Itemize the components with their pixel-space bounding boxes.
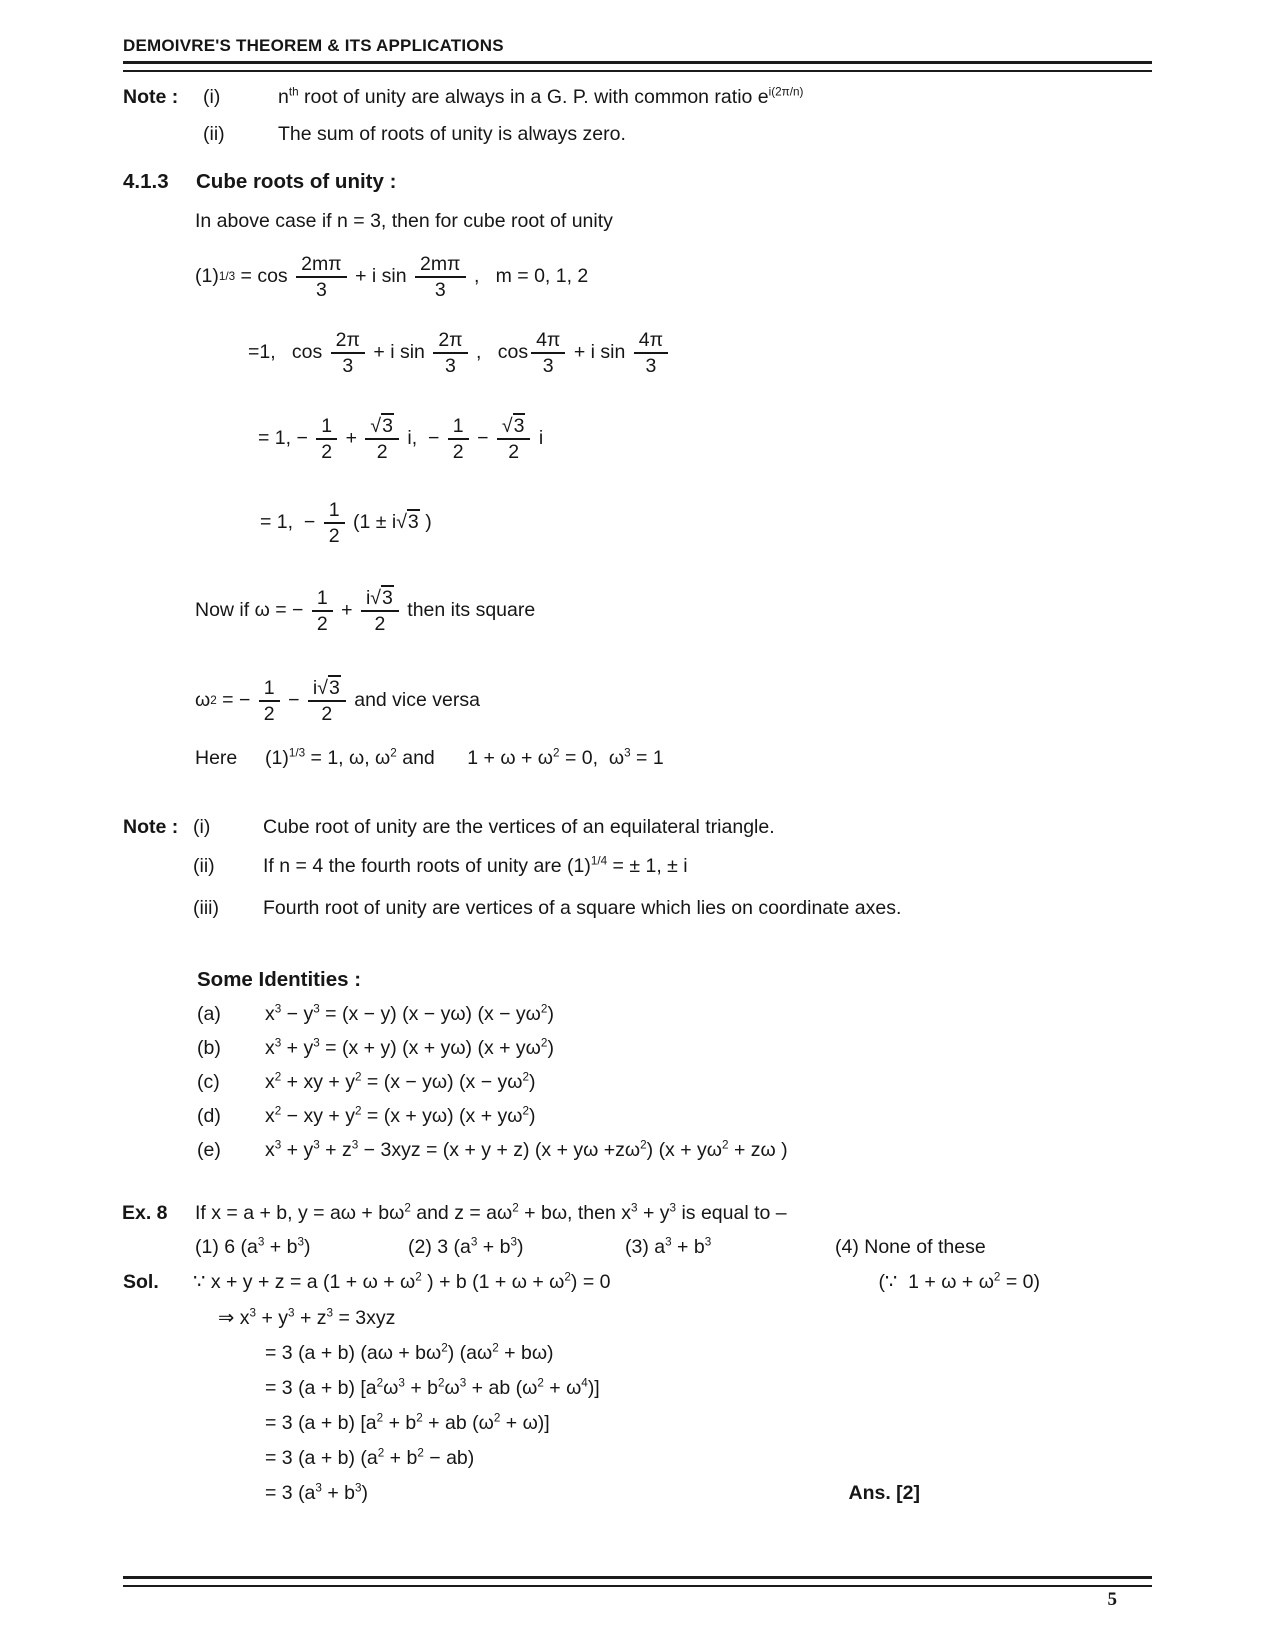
solution-step-1: ⇒ $x^3 + y^3 + z^3 = 3xyz$ [218,1306,396,1329]
solution-step-6: = 3 $(a^3 + b^3)$ [265,1481,369,1504]
identities-heading: Some Identities : [197,967,362,991]
solution-label: Sol. [123,1270,159,1293]
note2-item-iii [123,897,1152,920]
fraction: $\frac{2m\pi}{3}$ [296,253,347,301]
note-label: Note : [123,86,179,108]
note-text: If n = 4 the fourth roots of unity are $(1)^{1/4}$ = ± 1, ± i [263,854,688,877]
fraction: $\frac{1}{2}$ [324,499,345,547]
identity-formula: $x^2$ + xy + $y^2 = (x - y\omega) (x - y\omega^2)$ [265,1070,536,1093]
identity-formula: $x^3 + y^3 = (x + y) (x + y\omega) (x + y\omega^2)$ [265,1036,554,1059]
fraction: $\frac{i√3}{2}$ [308,677,346,725]
identity-item-d [197,1105,1152,1128]
formula-omega-properties [195,747,1152,770]
option-3: (3) $a^3 + b^3$ [625,1235,712,1258]
note-marker: (iii) [193,896,219,919]
note-text: Cube root of unity are the vertices of an equilateral triangle. [263,815,775,838]
here-text: $(1)^{1/3} = 1$, ω, $\omega^2$ and $1 + \omega + \omega^2 = 0$, $\omega^3 = 1$ [265,746,664,769]
footer-rule [123,1576,1152,1587]
page-header [123,36,1152,72]
fraction: $\frac{√3}{2}$ [365,415,399,463]
formula-cube-root-general: (1) 1/3 = cos $\frac{2m\pi}{3}$ + i sin $\frac{2m\pi}{3}$ , m = 0, 1, 2 [195,253,589,302]
solution-step-5: = 3 (a + b) $(a^2 + b^2 - ab)$ [265,1446,475,1469]
note-marker: (ii) [193,854,215,877]
section-title: Cube roots of unity : [196,170,397,193]
example-question: If x = a + b, $y = a\omega + b\omega^2$ and $z = a\omega^2 + b\omega$, then $x^3 + y^3$ is equal to – [195,1201,787,1224]
example-8-question-row [123,1202,1152,1225]
page-number: 5 [1107,1589,1117,1610]
identity-marker: (c) [197,1070,220,1093]
chapter-title: DEMOIVRE'S THEOREM & ITS APPLICATIONS [123,36,504,55]
solution-row [123,1270,1152,1294]
note-text: $n^{th}$ root of unity are always in a G. P. with common ratio $e^{i(2\pi/n)}$ [278,85,804,108]
note-text: The sum of roots of unity is always zero. [278,123,626,145]
solution-step-6-row [265,1482,1152,1505]
fraction: $\frac{4\pi}{3}$ [634,329,668,377]
solution-line-1-reason: (∵ $1 + \omega + \omega^2 = 0$) [878,1270,1040,1293]
section-heading [123,170,1152,194]
identity-formula: $x^2$ − xy + $y^2 = (x + y\omega) (x + y\omega^2)$ [265,1104,536,1127]
identity-marker: (a) [197,1002,221,1025]
fraction: $\frac{2m\pi}{3}$ [415,253,466,301]
note-text: Fourth root of unity are vertices of a square which lies on coordinate axes. [263,896,902,919]
solution-step-3: = 3 (a + b) [$a^2\omega^3 + b^2\omega^3$ + ab $(\omega^2 + \omega^4)$] [265,1376,600,1399]
identity-marker: (b) [197,1036,221,1059]
option-1: (1) 6 $(a^3 + b^3)$ [195,1235,311,1258]
fraction: $\frac{1}{2}$ [316,415,337,463]
fraction: $\frac{√3}{2}$ [497,415,531,463]
formula-omega-square: ω 2 = − $\frac{1}{2}$ − $\frac{i√3}{2}$ and vice versa [195,676,480,726]
identity-formula: $x^3 - y^3 = (x - y) (x - y\omega) (x - y\omega^2)$ [265,1002,554,1025]
page-footer [123,1576,1152,1611]
formula-roots-trig-form: =1, cos $\frac{2\pi}{3}$ + i sin $\frac{2\pi}{3}$ , cos $\frac{4\pi}{3}$ + i sin $\frac{4\pi}{3}$ [248,329,1152,377]
identity-marker: (d) [197,1104,221,1127]
identity-item-e [197,1139,1152,1162]
note-marker: (ii) [203,123,225,145]
identity-formula: $x^3 + y^3 + z^3 - 3xyz = (x + y + z) (x + y\omega +z\omega^2) (x + y\omega^2 + z\omega$ ) [265,1138,788,1161]
note1-item-i [123,86,1152,109]
formula-roots-compact-form: = 1, − $\frac{1}{2}$ (1 ± i √3 ) [260,498,432,548]
fraction: $\frac{1}{2}$ [259,677,280,725]
fraction: $\frac{2\pi}{3}$ [433,329,467,377]
note2-item-i [123,816,1152,839]
solution-line-1-left: ∵ x + y + z = a ($1 + \omega + \omega^2$ ) + b $(1 + \omega + \omega^2) = 0$ [193,1270,611,1293]
section-number: 4.1.3 [123,170,169,193]
fraction: $\frac{1}{2}$ [448,415,469,463]
formula-omega-definition: Now if ω = − $\frac{1}{2}$ + $\frac{i√3}{2}$ then its square [195,586,536,636]
solution-step-4: = 3 (a + b) [$a^2 + b^2$ + ab $(\omega^2 + \omega)$] [265,1411,550,1434]
header-rule [123,61,1152,72]
formula-roots-algebraic-form: = 1, − $\frac{1}{2}$ + $\frac{√3}{2}$ i, − $\frac{1}{2}$ − $\frac{√3}{2}$ i [258,414,544,464]
answer-text: Ans. [2] [848,1481,920,1504]
option-4: (4) None of these [835,1235,986,1258]
identity-item-a [197,1003,1152,1026]
note-label: Note : [123,815,179,838]
note2-item-ii [123,855,1152,878]
note-marker: (i) [193,815,211,838]
identity-item-c [197,1071,1152,1094]
fraction: $\frac{1}{2}$ [312,587,333,635]
example-options-row [195,1236,1152,1259]
note-marker: (i) [203,86,221,108]
section-intro: In above case if n = 3, then for cube root of unity [195,210,613,232]
identity-marker: (e) [197,1138,221,1161]
fraction: $\frac{4\pi}{3}$ [531,329,565,377]
note1-item-ii [123,123,1152,146]
solution-step-2: = 3 (a + b) $(a\omega + b\omega^2)$ $(a\omega^2 + b\omega)$ [265,1341,554,1364]
example-label: Ex. 8 [122,1201,168,1224]
fraction: $\frac{2\pi}{3}$ [331,329,365,377]
fraction: $\frac{i√3}{2}$ [361,587,399,635]
identity-item-b [197,1037,1152,1060]
option-2: (2) 3 $(a^3 + b^3)$ [408,1235,524,1258]
solution-line-1 [193,1270,1152,1294]
here-label: Here [195,746,238,769]
